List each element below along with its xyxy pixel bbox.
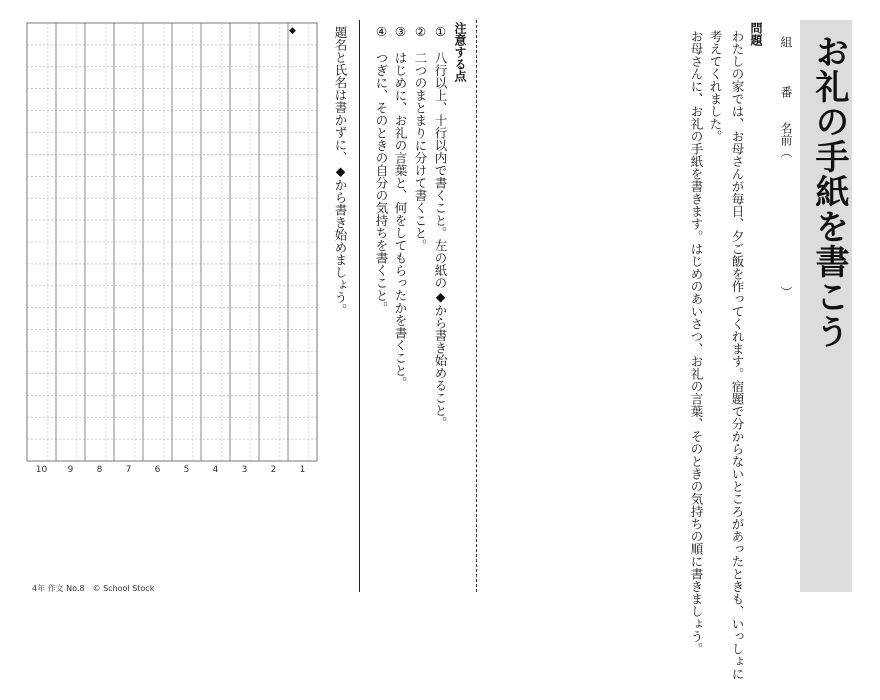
column-number: 7 xyxy=(125,465,132,475)
number-label: 番 xyxy=(779,86,793,98)
page-title: お礼の手紙を書こう xyxy=(809,34,849,349)
problem-line-2: 考えてくれました。 xyxy=(708,30,723,143)
problem-line-1: わたしの家では、お母さんが毎日、夕ご飯を作ってくれます。宿題で分からないところがあったときも、いっしょに xyxy=(730,30,745,680)
column-number: 1 xyxy=(299,465,306,475)
class-label: 組 xyxy=(779,36,793,48)
footer: 4年 作文 No.8 © School Stock xyxy=(32,584,155,593)
column-number: 8 xyxy=(96,465,103,475)
note-item-3: ③ はじめに、お礼の言葉と、何をしてもらったかを書くこと。 xyxy=(393,24,408,389)
section-divider xyxy=(359,20,360,592)
column-number: 3 xyxy=(241,465,248,475)
column-number: 6 xyxy=(154,465,161,475)
notes-label: 注意する点 xyxy=(453,22,467,82)
start-marker: ◆ xyxy=(289,26,296,36)
instruction-text: 題名と氏名は書かずに、◆から書き始めましょう。 xyxy=(333,26,348,316)
problem-line-3: お母さんに、お礼の手紙を書きます。はじめのあいさつ、お礼の言葉、そのときの気持ちの順に書きましょう。 xyxy=(689,30,704,655)
column-number: 9 xyxy=(67,465,74,475)
grid-lines xyxy=(27,23,317,461)
column-number: 5 xyxy=(183,465,190,475)
note-item-2: ② 二つのまとまりに分けて書くこと。 xyxy=(413,24,428,252)
name-close-paren: ） xyxy=(779,286,793,298)
name-label: 名前（ xyxy=(779,122,793,158)
column-number: 2 xyxy=(270,465,277,475)
note-item-1: ① 八行以上、十行以内で書くこと。左の紙の◆から書き始めること。 xyxy=(433,24,448,429)
column-number: 10 xyxy=(35,465,48,475)
note-item-4: ④ つぎに、そのときの自分の気持ちを書くこと。 xyxy=(374,24,389,314)
cut-line xyxy=(476,20,477,592)
writing-grid[interactable] xyxy=(26,22,318,462)
problem-label: 問題 xyxy=(749,22,763,46)
column-number: 4 xyxy=(212,465,219,475)
